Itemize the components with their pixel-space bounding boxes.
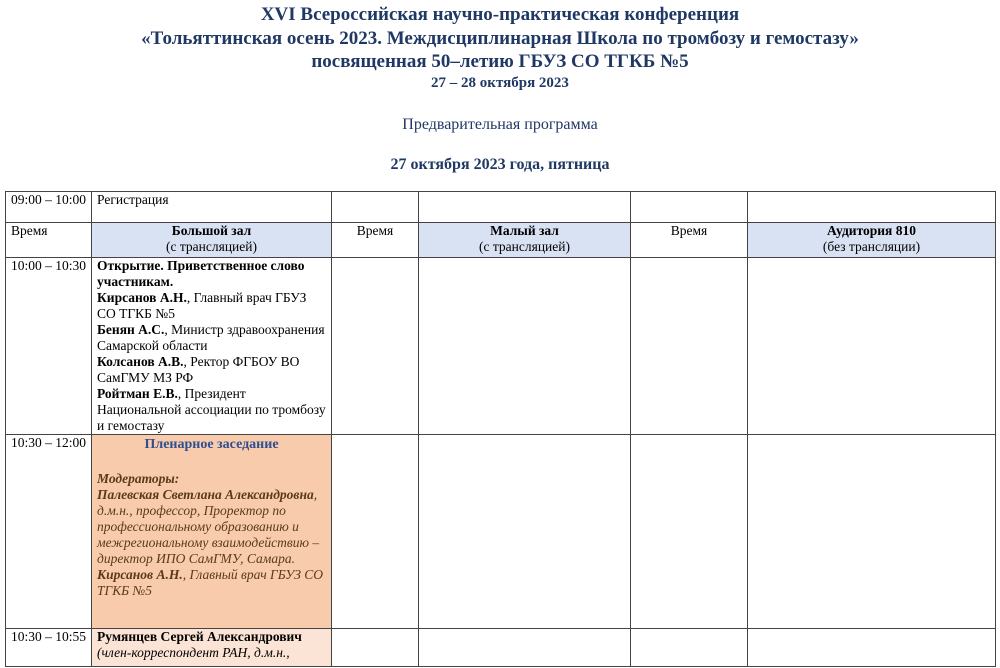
speaker: Колсанов А.В., Ректор ФГБОУ ВО СамГМУ МЗ РФ [97,354,300,385]
opening-cell [92,258,332,435]
plenary-cell [92,435,332,629]
table-row-plenary [6,435,996,629]
hall-small-name: Малый зал [490,223,559,238]
speaker: Бенян А.С., Министр здравоохранения Самарской области [97,322,325,353]
time-cell: 10:30 – 12:00 [6,435,92,629]
opening-title: Открытие. Приветственное слово участникам. [97,258,305,289]
day-heading: 27 октября 2023 года, пятница [390,156,610,173]
table-row-registration [6,192,996,223]
moderators-label: Модераторы: [97,471,180,486]
registration-cell: Регистрация [92,192,332,223]
auditorium-note: (без трансляции) [822,239,921,254]
hall-big-note: (с трансляцией) [166,239,257,254]
time-header: Время [6,223,92,258]
conference-dedication: посвященная 50–летию ГБУЗ СО ТГКБ №5 [311,51,689,72]
program-table [5,191,996,667]
table-row-opening [6,258,996,435]
speaker-role: (член-корреспондент РАН, д.м.н., [97,645,290,660]
hall-small-header [419,223,631,258]
hall-big-header [92,223,332,258]
auditorium-header [748,223,996,258]
moderator: Палевская Светлана Александровна, д.м.н., профессор, Проректор по профессиональному образованию и межрегиональному взаимодействию – директор ИПО СамГМУ, Самара. [97,487,320,566]
program-subtitle: Предварительная программа [402,116,598,133]
time-header-2: Время [332,223,419,258]
table-header-row [6,223,996,258]
speaker-name: Румянцев Сергей Александрович [97,629,302,644]
speaker: Ройтман Е.В., Президент Национальной ассоциации по тромбозу и гемостазу [97,386,326,433]
conference-subtitle: «Тольяттинская осень 2023. Междисциплинарная Школа по тромбозу и гемостазу» [141,28,859,49]
hall-big-name: Большой зал [171,223,252,238]
moderator: Кирсанов А.Н., Главный врач ГБУЗ СО ТГКБ №5 [97,567,324,598]
conference-dates: 27 – 28 октября 2023 [431,75,569,91]
time-cell: 09:00 – 10:00 [6,192,92,223]
time-cell: 10:00 – 10:30 [6,258,92,435]
time-cell: 10:30 – 10:55 [6,629,92,667]
conference-title: XVI Всероссийская научно-практическая конференция [260,4,740,25]
auditorium-name: Аудитория 810 [826,223,916,238]
time-header-3: Время [631,223,748,258]
table-row-talk [6,629,996,667]
speaker: Кирсанов А.Н., Главный врач ГБУЗ СО ТГКБ №5 [97,290,307,321]
hall-small-note: (с трансляцией) [479,239,570,254]
talk-cell [92,629,332,667]
plenary-title: Пленарное заседание [144,437,279,452]
